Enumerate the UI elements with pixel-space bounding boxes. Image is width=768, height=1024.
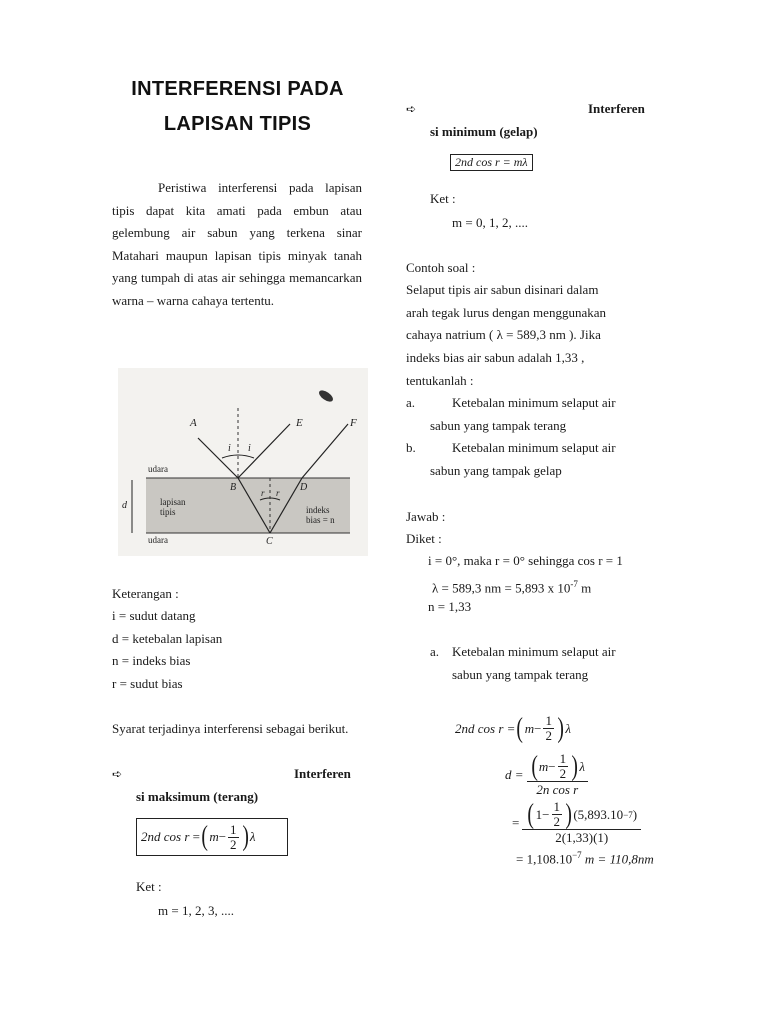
keterangan-item: n = indeks bias [112, 653, 191, 668]
soal-line: indeks bias air sabun adalah 1,33 , [406, 350, 585, 365]
question-line: sabun yang tampak terang [430, 418, 567, 433]
keterangan-heading: Keterangan : [112, 586, 179, 601]
svg-text:i: i [228, 443, 231, 454]
max-heading-part1: Interferen [294, 766, 351, 781]
syarat-paragraph: Syarat terjadinya interferensi sebagai berikut. [112, 721, 349, 736]
solution-eq2: d = ( m − $\frac{1}{2}$ ) λ 2n cos r [505, 752, 588, 798]
fraction-half: $\frac{1}{2}$ [230, 821, 237, 852]
svg-text:indeks: indeks [306, 505, 330, 515]
soal-line: cahaya natrium ( λ = 589,3 nm ). Jika [406, 327, 601, 342]
arrow-right-icon: ➪ [406, 102, 417, 116]
svg-text:d: d [122, 500, 127, 511]
page-title-line2: LAPISAN TIPIS [163, 113, 312, 135]
question-marker: a. [406, 395, 416, 410]
svg-text:F: F [350, 417, 357, 429]
min-ket-label: Ket : [430, 191, 456, 206]
svg-text:tipis: tipis [160, 507, 176, 517]
keterangan-item: d = ketebalan lapisan [112, 631, 223, 646]
answer-line: Ketebalan minimum selaput air [452, 644, 616, 659]
diket-line: n = 1,33 [428, 599, 472, 614]
min-heading-part2: si minimum (gelap) [430, 124, 538, 139]
svg-text:B: B [230, 482, 237, 493]
solution-eq4: = $1,108.10^{-7}$ m = 110,8nm [516, 850, 654, 867]
max-formula-box: 2nd cos r = ( m − $\frac{1}{2}$ ) λ [136, 818, 288, 856]
soal-line: Selaput tipis air sabun disinari dalam [406, 282, 599, 297]
diket-label: Diket : [406, 531, 442, 546]
svg-text:D: D [300, 482, 308, 493]
question-line: sabun yang tampak gelap [430, 463, 562, 478]
diket-line: λ = 589,3 nm = 5,893 x $10^{-7}$ m [432, 579, 592, 596]
formula-lhs: 2nd cos r [141, 829, 190, 844]
svg-text:bias = n: bias = n [306, 515, 335, 525]
max-ket-label: Ket : [136, 879, 162, 894]
svg-text:r: r [261, 488, 265, 498]
jawab-label: Jawab : [406, 509, 446, 524]
soal-line: arah tegak lurus dengan menggunakan [406, 305, 606, 320]
solution-eq1: 2nd cos r = ( m − $\frac{1}{2}$ ) λ [455, 712, 571, 744]
max-heading-part2: si maksimum (terang) [136, 789, 259, 804]
soal-line: tentukanlah : [406, 373, 474, 388]
svg-text:A: A [190, 417, 197, 429]
svg-text:lapisan: lapisan [160, 497, 186, 507]
page-title-line1: INTERFERENSI PADA [131, 78, 344, 100]
min-heading-part1: Interferen [588, 101, 645, 116]
solution-eq3: = ( 1− $\frac{1}{2}$ ) (5,893.10 −7 ) 2(1,33)(1) [512, 800, 641, 846]
keterangan-item: i = sudut datang [112, 608, 196, 623]
question-line: Ketebalan minimum selaput air [452, 440, 616, 455]
question-line: Ketebalan minimum selaput air [452, 395, 616, 410]
svg-text:udara: udara [148, 464, 168, 474]
diket-line: i = 0°, maka r = 0° sehingga cos r = 1 [428, 553, 623, 568]
thin-film-diagram [118, 368, 368, 556]
thin-film-svg [118, 368, 368, 556]
arrow-right-icon: ➪ [112, 767, 123, 781]
max-ket-value: m = 1, 2, 3, .... [158, 903, 234, 918]
svg-text:E: E [296, 417, 303, 429]
keterangan-item: r = sudut bias [112, 676, 183, 691]
answer-line: sabun yang tampak terang [452, 667, 589, 682]
contoh-heading: Contoh soal : [406, 260, 476, 275]
intro-paragraph: Peristiwa interferensi pada lapisan tipis dapat kita amati pada embun atau gelembung air sabun yang terkena sinar Matahari maupun lapisan tipis minyak tanah yang tumpah di atas air sehingga memancarkan warna – warna cahaya tertentu. [112, 180, 362, 308]
svg-text:r: r [276, 488, 280, 498]
svg-text:udara: udara [148, 535, 168, 545]
min-formula-box: 2nd cos r = mλ [450, 154, 533, 171]
answer-marker: a. [430, 644, 440, 659]
svg-text:C: C [266, 536, 273, 547]
min-ket-value: m = 0, 1, 2, .... [452, 215, 528, 230]
question-marker: b. [406, 440, 416, 455]
svg-text:i: i [248, 443, 251, 454]
